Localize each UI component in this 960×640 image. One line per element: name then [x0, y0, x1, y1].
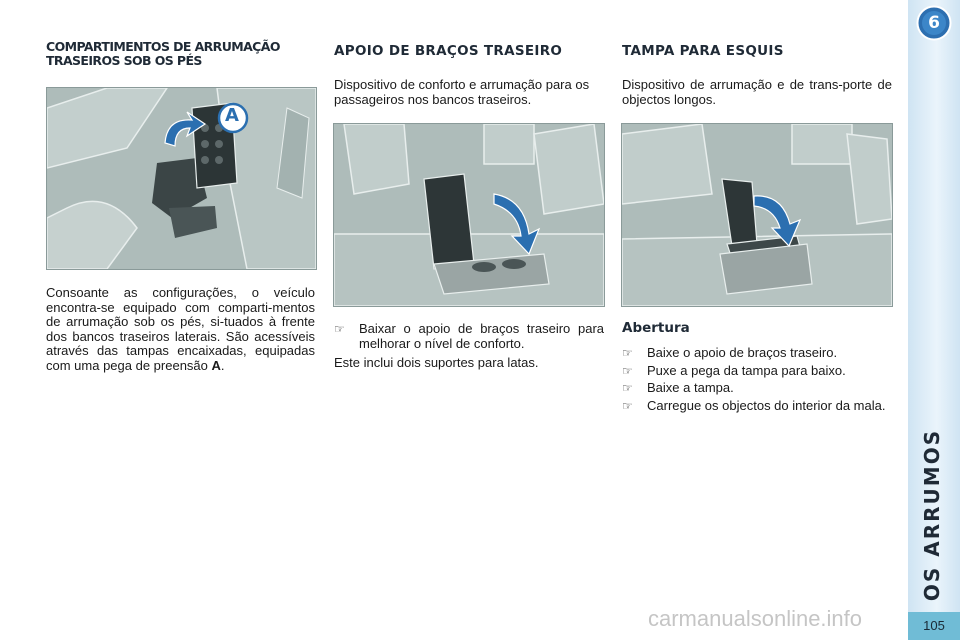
- ski-hatch-intro: Dispositivo de arrumação e de trans-porte de objectos longos.: [622, 77, 892, 107]
- ski-hatch-photo: [621, 123, 893, 307]
- section-title-underfoot-storage: COMPARTIMENTOS DE ARRUMAÇÃO TRASEIROS SOB OS PÉS: [46, 39, 280, 68]
- chapter-number: 6: [928, 13, 940, 33]
- section-side-label: OS ARRUMOS: [920, 428, 944, 602]
- rear-armrest-illustration: [334, 124, 604, 306]
- rear-armrest-note: Este inclui dois suportes para latas.: [334, 355, 539, 370]
- pointing-hand-icon: ☞: [622, 363, 633, 378]
- pointing-hand-icon: ☞: [622, 398, 633, 413]
- pointing-hand-icon: ☞: [622, 346, 633, 360]
- rear-armrest-photo: [333, 123, 605, 307]
- section-title-ski-hatch: TAMPA PARA ESQUIS: [622, 43, 784, 59]
- opening-subtitle: Abertura: [622, 320, 690, 336]
- pointing-hand-icon: ☞: [334, 322, 345, 336]
- underfoot-storage-photo: [46, 87, 317, 270]
- chapter-sidebar: [908, 0, 960, 640]
- section-title-rear-armrest: APOIO DE BRAÇOS TRASEIRO: [334, 43, 563, 59]
- page-number: 105: [908, 612, 960, 640]
- ski-hatch-illustration: [622, 124, 892, 306]
- list-item: ☞ Baixar o apoio de braços traseiro para melhorar o nível de conforto.: [334, 321, 604, 351]
- rear-armrest-intro: Dispositivo de conforto e arrumação para os passageiros nos bancos traseiros.: [334, 77, 590, 107]
- list-item: ☞ Puxe a pega da tampa para baixo.: [622, 362, 846, 378]
- column-ski-hatch: [622, 40, 892, 107]
- watermark-text: carmanualsonline.info: [648, 606, 863, 631]
- ski-hatch-opening: [622, 320, 892, 416]
- list-item: ☞ Baixe a tampa.: [622, 380, 734, 395]
- image-label-a: A: [225, 105, 239, 126]
- column-rear-armrest: [334, 40, 604, 107]
- column-underfoot-storage: [46, 40, 316, 68]
- list-item: ☞ Baixe o apoio de braços traseiro.: [622, 345, 838, 360]
- rear-armrest-instructions: [334, 322, 604, 371]
- pointing-hand-icon: ☞: [622, 381, 633, 395]
- underfoot-storage-illustration: [47, 88, 316, 269]
- opening-bullet-list: [622, 346, 892, 413]
- list-item: ☞ Carregue os objectos do interior da mala.: [622, 397, 886, 413]
- underfoot-storage-description: Consoante as configurações, o veículo encontra-se equipado com comparti-mentos de arrumação sob os pés, si-tuados à frente dos bancos traseiros laterais. São acessíveis através das tampas encaixadas, equipadas com uma pega de preensão A.: [46, 285, 315, 373]
- rear-armrest-bullet-list: [334, 322, 604, 351]
